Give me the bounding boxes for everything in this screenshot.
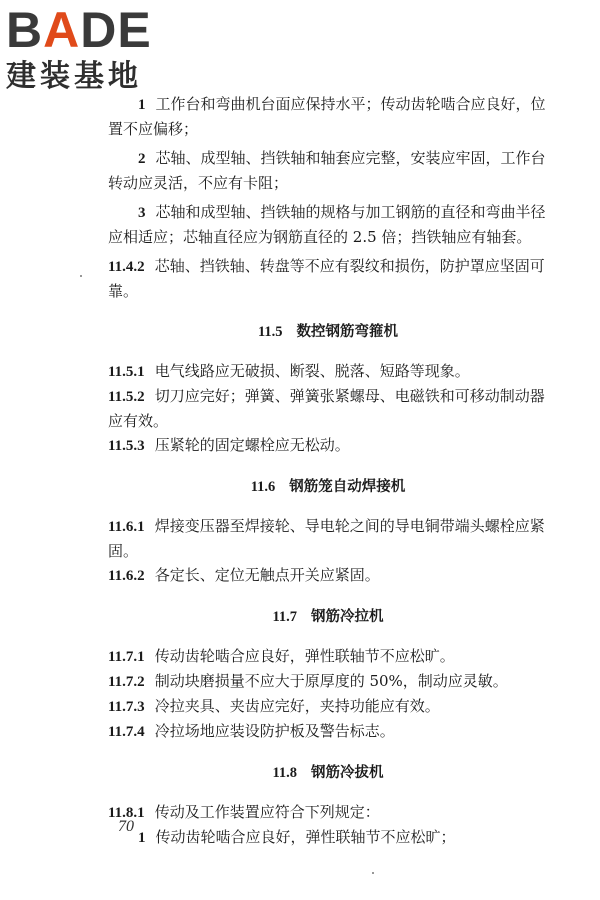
logo-subtitle: 建装基地: [6, 59, 142, 94]
section-heading-11-6: 11.6 钢筋笼自动焊接机: [250, 479, 406, 495]
section-heading-11-8: 11.8 钢筋冷拔机: [272, 765, 384, 781]
clause-11-8-1: 11.8.1 传动及工作装置应符合下列规定：: [108, 803, 380, 821]
scan-speck: [80, 275, 82, 277]
list-item: 1 工作台和弯曲机台面应保持水平；传动齿轮啮合应良好，位置不应偏移；: [108, 95, 546, 138]
logo-letter-b: B: [6, 2, 44, 58]
bade-logo: [6, 4, 176, 94]
clause-11-6-2: 11.6.2 各定长、定位无触点开关应紧固。: [108, 566, 380, 584]
clause-11-6-1: 11.6.1 焊接变压器至焊接轮、导电轮之间的导电铜带端头螺栓应紧固。: [108, 517, 545, 560]
clause-11-7-4: 11.7.4 冷拉场地应装设防护板及警告标志。: [108, 722, 395, 740]
list-item: 2 芯轴、成型轴、挡铁轴和轴套应完整，安装应牢固，工作台转动应灵活，不应有卡阻；: [108, 149, 546, 192]
scan-speck: [372, 872, 374, 874]
section-heading-11-7: 11.7 钢筋冷拉机: [272, 609, 384, 625]
clause-11-4-2: 11.4.2 芯轴、挡铁轴、转盘等不应有裂纹和损伤，防护罩应坚固可靠。: [108, 257, 545, 300]
list-item: 1 传动齿轮啮合应良好，弹性联轴节不应松旷；: [138, 828, 456, 846]
page-number: 70: [118, 818, 134, 835]
clause-11-7-3: 11.7.3 冷拉夹具、夹齿应完好，夹持功能应有效。: [108, 697, 440, 715]
logo-letter-a: A: [43, 2, 81, 58]
clause-11-7-2: 11.7.2 制动块磨损量不应大于原厚度的 50%，制动应灵敏。: [108, 672, 508, 690]
section-heading-11-5: 11.5 数控钢筋弯箍机: [257, 324, 399, 340]
document-body: [108, 92, 548, 850]
list-item: 3 芯轴和成型轴、挡铁轴的规格与加工钢筋的直径和弯曲半径应相适应；芯轴直径应为钢筋直径的 2.5 倍；挡铁轴应有轴套。: [108, 203, 546, 246]
clause-11-5-2: 11.5.2 切刀应完好；弹簧、弹簧张紧螺母、电磁铁和可移动制动器应有效。: [108, 387, 545, 430]
clause-11-5-1: 11.5.1 电气线路应无破损、断裂、脱落、短路等现象。: [108, 362, 470, 380]
clause-11-7-1: 11.7.1 传动齿轮啮合应良好，弹性联轴节不应松旷。: [108, 647, 455, 665]
logo-brand-text: [6, 4, 176, 56]
logo-letters-de: DE: [80, 2, 152, 58]
clause-11-5-3: 11.5.3 压紧轮的固定螺栓应无松动。: [108, 436, 350, 454]
